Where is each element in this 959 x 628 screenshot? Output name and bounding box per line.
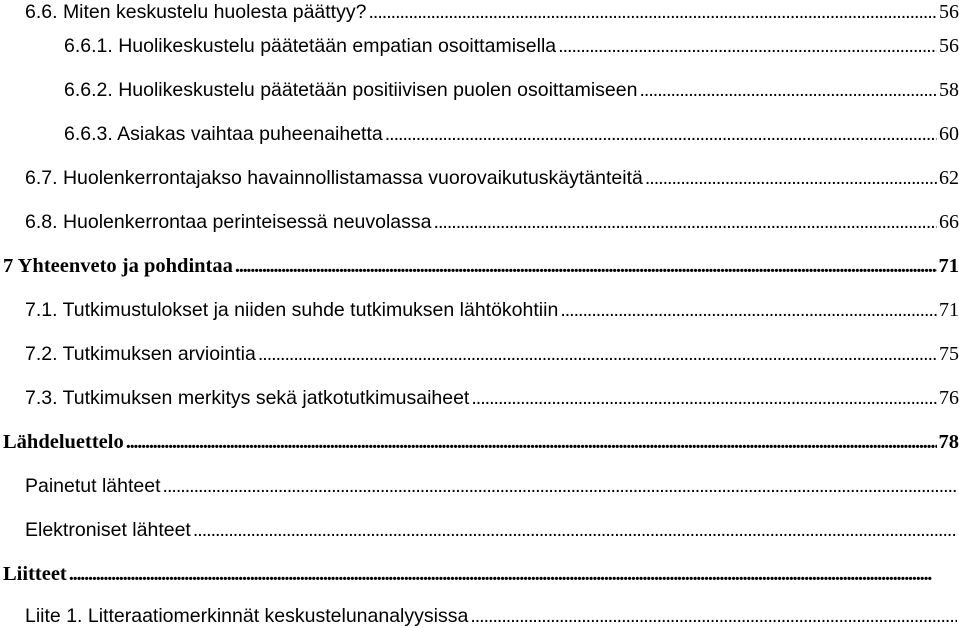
toc-leader-dots [126, 431, 937, 454]
toc-entry-page: 60 [937, 123, 959, 146]
toc-entry-page: 71 [937, 299, 959, 322]
toc-entry-label: 7.1. Tutkimustulokset ja niiden suhde tutkimuksen lähtökohtiin [25, 299, 560, 322]
toc-entry-6-8[interactable] [25, 202, 959, 234]
toc-leader-dots [69, 563, 957, 586]
toc-entry-label: 6.6. Miten keskustelu huolesta päättyy? [25, 1, 368, 24]
toc-entry-label: Liitteet [3, 563, 69, 586]
toc-leader-dots [560, 299, 937, 322]
toc-entry-page: 56 [937, 1, 959, 24]
toc-entry-page: 78 [937, 431, 959, 454]
toc-entry-label: 6.7. Huolenkerrontajakso havainnollistamassa vuorovaikutuskäytänteitä [25, 167, 645, 190]
toc-entry-6-6[interactable] [25, 0, 959, 24]
toc-entry-elektroniset-lahteet[interactable] [25, 510, 959, 542]
toc-entry-label: Lähdeluettelo [3, 431, 126, 454]
toc-entry-label: 6.6.1. Huolikeskustelu päätetään empatian osoittamisella [64, 35, 558, 58]
toc-entry-7[interactable] [3, 246, 959, 278]
toc-entry-6-7[interactable] [25, 158, 959, 190]
toc-entry-label: 7.3. Tutkimuksen merkitys sekä jatkotutkimusaiheet [25, 387, 471, 410]
toc-entry-7-3[interactable] [25, 378, 959, 410]
toc-entry-6-6-3[interactable] [64, 114, 959, 146]
toc-entry-liite-1[interactable] [25, 596, 959, 628]
toc-entry-page: 62 [937, 167, 959, 190]
toc-entry-page: 58 [937, 79, 959, 102]
toc-entry-6-6-2[interactable] [64, 70, 959, 102]
toc-entry-page: 76 [937, 387, 959, 410]
toc-entry-label: Elektroniset lähteet [25, 519, 193, 542]
toc-leader-dots [645, 167, 937, 190]
toc-leader-dots [385, 123, 937, 146]
toc-entry-label: Painetut lähteet [25, 475, 163, 498]
toc-leader-dots [639, 79, 937, 102]
toc-leader-dots [434, 211, 937, 234]
toc-leader-dots [258, 343, 937, 366]
toc-entry-label: 6.6.2. Huolikeskustelu päätetään positiivisen puolen osoittamiseen [64, 79, 639, 102]
toc-entry-page: 75 [937, 343, 959, 366]
toc-entry-label: 6.6.3. Asiakas vaihtaa puheenaihetta [64, 123, 385, 146]
toc-entry-label: Liite 1. Litteraatiomerkinnät keskustelunanalyysissa [25, 605, 470, 628]
toc-entry-7-2[interactable] [25, 334, 959, 366]
toc-entry-painetut-lahteet[interactable] [25, 466, 959, 498]
toc-entry-liitteet[interactable] [3, 554, 959, 586]
toc-leader-dots [368, 1, 937, 24]
toc-entry-lahdeluettelo[interactable] [3, 422, 959, 454]
toc-leader-dots [235, 255, 937, 278]
toc-entry-page: 56 [937, 35, 959, 58]
toc-entry-label: 6.8. Huolenkerrontaa perinteisessä neuvolassa [25, 211, 434, 234]
toc-leader-dots [471, 387, 937, 410]
toc-entry-label: 7.2. Tutkimuksen arviointia [25, 343, 258, 366]
toc-entry-page: 66 [937, 211, 959, 234]
toc-leader-dots [163, 475, 957, 498]
toc-leader-dots [193, 519, 957, 542]
toc-entry-page: 71 [937, 255, 959, 278]
toc-entry-7-1[interactable] [25, 290, 959, 322]
toc-entry-6-6-1[interactable] [64, 26, 959, 58]
toc-leader-dots [558, 35, 937, 58]
toc-entry-label: 7 Yhteenveto ja pohdintaa [3, 255, 235, 278]
